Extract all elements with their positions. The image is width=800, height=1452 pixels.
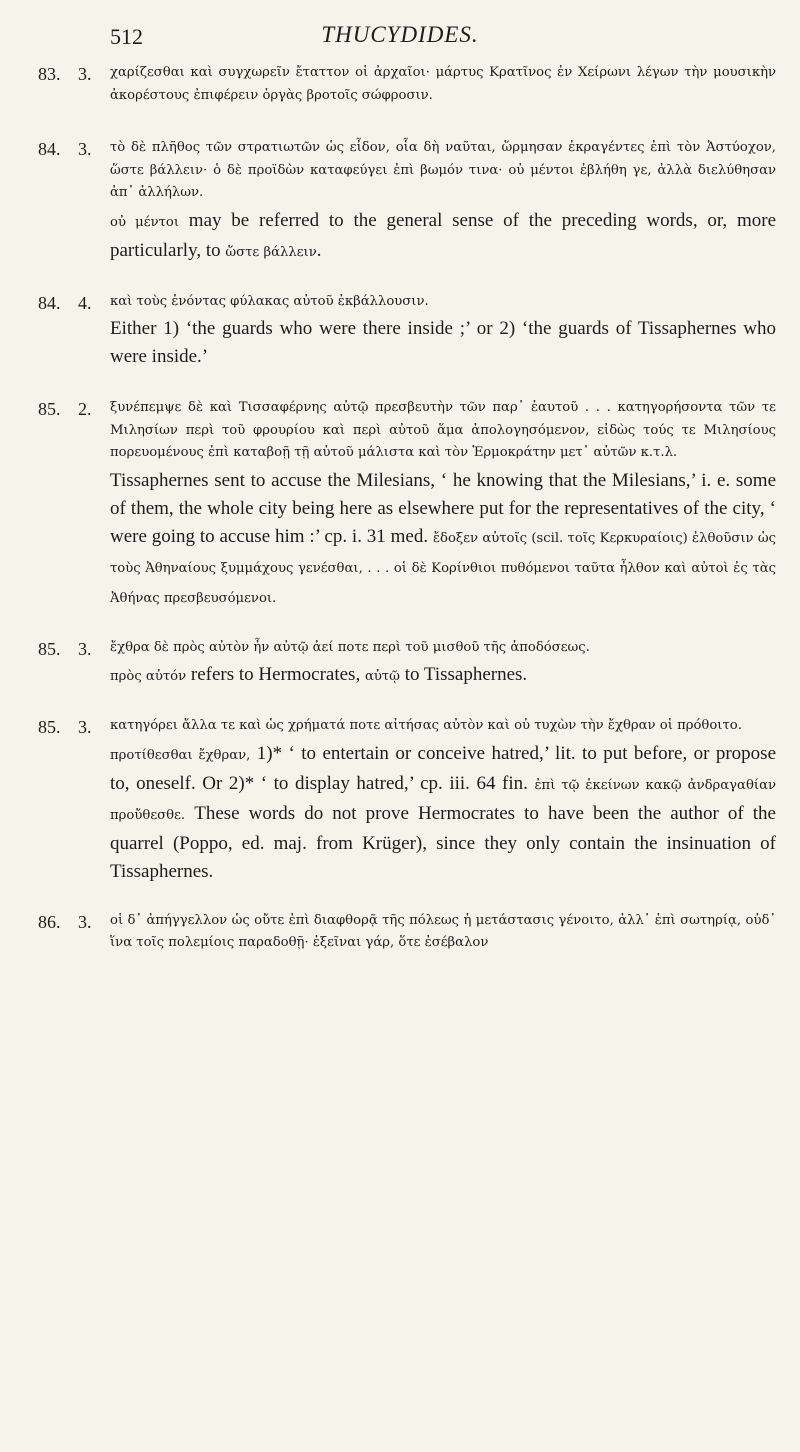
greek-quote: οὐ μέντοι bbox=[110, 214, 180, 230]
chapter-number: 84. bbox=[38, 139, 61, 159]
chapter-number: 85. bbox=[38, 717, 61, 737]
greek-lemma: τὸ δὲ πλῆθος τῶν στρατιωτῶν ὡς εἶδον, οἷα δὴ ναῦται, ὥρμησαν ἐκραγέντες ἐπὶ τὸν Ἀστύοχον, ὥστε βάλλειν· ὁ δὲ προϊδὼν καταφεύγει ἐπὶ βωμόν τινα· οὐ μέντοι ἐβλήθη γε, ἀλλὰ διελύθησαν ἀπ᾽ ἀλλήλων. bbox=[110, 140, 776, 200]
chapter-number: 85. bbox=[38, 638, 61, 659]
section-number: 3. bbox=[78, 64, 92, 84]
note-reference bbox=[38, 912, 92, 933]
section-number: 3. bbox=[78, 911, 92, 932]
note-comment bbox=[110, 661, 776, 691]
note-reference bbox=[38, 64, 92, 85]
section-number: 3. bbox=[78, 638, 92, 659]
note-reference bbox=[38, 139, 92, 160]
note-reference bbox=[38, 639, 92, 660]
greek-lemma: ξυνέπεμψε δὲ καὶ Τισσαφέρνης αὐτῷ πρεσβευτὴν τῶν παρ᾽ ἑαυτοῦ . . . κατηγορήσοντα τῶν τε Μιλησίων περὶ τοῦ φρουρίου καὶ περὶ αὐτοῦ ἅμα ἀπολογησόμενον, εἰδὼς τούς τε Μιλησίους πορευομένους ἐπὶ καταβοῇ τῇ αὐτοῦ μάλιστα καὶ τὸν Ἑρμοκράτην μετ᾽ αὐτῶν κ.τ.λ. bbox=[110, 400, 776, 460]
chapter-number: 84. bbox=[38, 292, 61, 313]
greek-quote: ὥστε βάλλειν bbox=[225, 244, 317, 260]
greek-lemma: καὶ τοὺς ἐνόντας φύλακας αὐτοῦ ἐκβάλλουσιν. bbox=[110, 293, 429, 309]
page-number: 512 bbox=[110, 24, 143, 49]
note-86-3 bbox=[38, 910, 776, 955]
greek-quote: πρὸς αὐτόν bbox=[110, 669, 187, 684]
greek-quote: αὐτῷ bbox=[364, 669, 400, 684]
section-number: 3. bbox=[78, 139, 92, 159]
note-83-3 bbox=[38, 62, 776, 107]
comment-text: 1)* ‘ to entertain or conceive hatred,’ lit. to put before, or propose to, oneself. Or 2)* ‘ to display hatred,’ cp. iii. 64 fin. bbox=[110, 742, 776, 794]
comment-text: may be referred to the general sense of the preceding words, or, more particularly, to bbox=[110, 209, 776, 261]
commentary-notes bbox=[38, 62, 776, 955]
running-title: THUCYDIDES. bbox=[321, 22, 479, 47]
chapter-number: 83. bbox=[38, 64, 61, 84]
greek-quote: προτίθεσθαι ἔχθραν, bbox=[110, 747, 251, 763]
greek-quote: ἐπὶ τῷ ἐκείνων κακῷ ἀνδραγαθίαν προὔθεσθε. bbox=[110, 777, 776, 823]
section-number: 2. bbox=[78, 399, 92, 419]
greek-lemma: οἱ δ᾽ ἀπήγγελλον ὡς οὔτε ἐπὶ διαφθορᾷ τῆς πόλεως ἡ μετάστασις γένοιτο, ἀλλ᾽ ἐπὶ σωτηρίᾳ, οὐδ᾽ ἵνα τοῖς πολεμίοις παραδοθῇ· ἐξεῖναι γάρ, ὅτε ἐσέβαλον bbox=[110, 912, 776, 950]
chapter-number: 85. bbox=[38, 399, 61, 419]
greek-lemma: χαρίζεσθαι καὶ συγχωρεῖν ἔταττον οἱ ἀρχαῖοι· μάρτυς Κρατῖνος ἐν Χείρωνι λέγων τὴν μουσικὴν ἀκορέστους ἐπιφέρειν ὀργὰς βροτοῖς σώφροσιν. bbox=[110, 65, 776, 103]
comment-text: to Tissaphernes. bbox=[399, 664, 528, 685]
comment-text: refers to Hermocrates, bbox=[186, 664, 365, 685]
note-84-3 bbox=[38, 137, 776, 267]
note-comment bbox=[110, 740, 776, 886]
note-comment bbox=[110, 467, 776, 613]
note-reference bbox=[38, 399, 92, 420]
comment-text: These words do not prove Hermocrates to have been the author of the quarrel (Poppo, ed. maj. from Krüger), since they only contain the insinuation of Tissaphernes. bbox=[110, 802, 776, 882]
section-number: 4. bbox=[78, 292, 92, 313]
greek-lemma: κατηγόρει ἄλλα τε καὶ ὡς χρήματά ποτε αἰτήσας αὐτὸν καὶ οὐ τυχὼν τὴν ἔχθραν οἱ πρόθοιτο. bbox=[110, 718, 742, 733]
note-comment: Either 1) ‘the guards who were there inside ;’ or 2) ‘the guards of Tissaphernes who were inside.’ bbox=[110, 318, 776, 367]
chapter-number: 86. bbox=[38, 911, 61, 932]
note-85-3-a bbox=[38, 637, 776, 692]
greek-lemma: ἔχθρα δὲ πρὸς αὐτὸν ἦν αὐτῷ ἀεί ποτε περὶ τοῦ μισθοῦ τῆς ἀποδόσεως. bbox=[110, 639, 590, 655]
section-number: 3. bbox=[78, 717, 92, 737]
comment-text: Tissaphernes sent to accuse the Milesians, ‘ he knowing that the Milesians,’ i. e. some of them, the whole city being here as elsewhere put for the representatives of the city, ‘ were going to accuse him :’ cp. i. 31 med. bbox=[110, 469, 776, 547]
note-comment bbox=[110, 207, 776, 267]
page-header bbox=[0, 10, 800, 54]
note-85-3-b bbox=[38, 715, 776, 886]
note-85-2 bbox=[38, 397, 776, 613]
note-reference bbox=[38, 293, 92, 314]
greek-quote: ἔδοξεν αὐτοῖς (scil. τοῖς Κερκυραίοις) ἐλθοῦσιν ὡς τοὺς Ἀθηναίους ξυμμάχους γενέσθαι, . . . οἱ δὲ Κορίνθιοι πυθόμενοι ταῦτα ἦλθον καὶ αὐτοὶ ἐς τὰς Ἀθήνας πρεσβευσόμενοι. bbox=[110, 530, 777, 606]
comment-text: . bbox=[316, 239, 322, 261]
note-reference bbox=[38, 717, 92, 738]
note-84-4 bbox=[38, 291, 776, 372]
